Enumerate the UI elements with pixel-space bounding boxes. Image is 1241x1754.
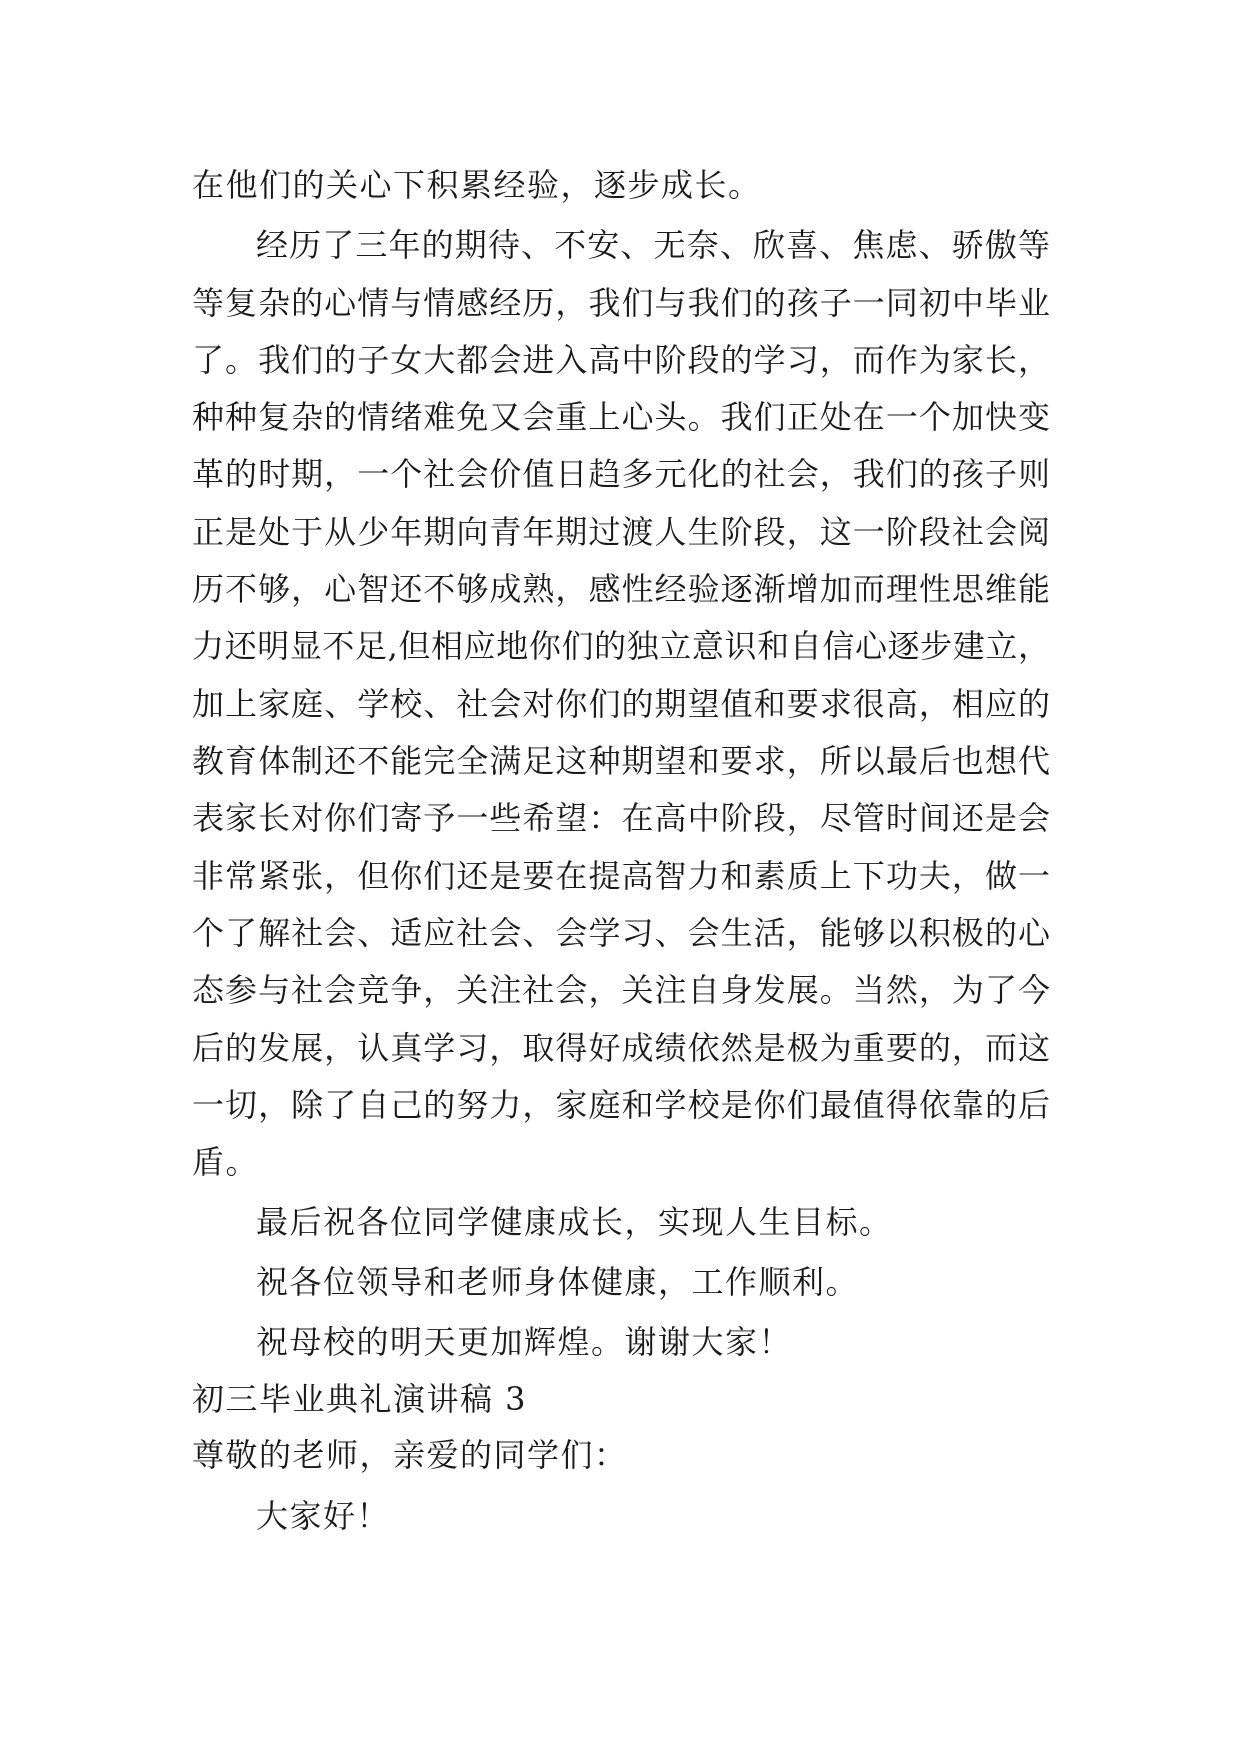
paragraph-line: 历不够，心智还不够成熟，感性经验逐渐增加而理性思维能 [192, 570, 1050, 608]
paragraph-line: 了。我们的子女大都会进入高中阶段的学习，而作为家长， [192, 341, 1050, 379]
salutation: 尊敬的老师，亲爱的同学们： [192, 1436, 628, 1474]
paragraph-line: 盾。 [192, 1143, 260, 1181]
paragraph-line: 正是处于从少年期向青年期过渡人生阶段，这一阶段社会阅 [192, 513, 1050, 551]
paragraph-line: 个了解社会、适应社会、会学习、会生活，能够以积极的心 [192, 914, 1050, 952]
paragraph-line: 经历了三年的期待、不安、无奈、欣喜、焦虑、骄傲等 [256, 226, 1050, 264]
greeting: 大家好！ [256, 1497, 391, 1535]
closing-wish: 祝母校的明天更加辉煌。谢谢大家！ [256, 1323, 793, 1361]
paragraph-line: 表家长对你们寄予一些希望：在高中阶段，尽管时间还是会 [192, 799, 1050, 837]
paragraph-line: 一切，除了自己的努力，家庭和学校是你们最值得依靠的后 [192, 1086, 1050, 1124]
paragraph-line: 态参与社会竞争，关注社会，关注自身发展。当然，为了今 [192, 971, 1050, 1009]
paragraph-line: 教育体制还不能完全满足这种期望和要求，所以最后也想代 [192, 742, 1050, 780]
paragraph-line: 加上家庭、学校、社会对你们的期望值和要求很高，相应的 [192, 685, 1050, 723]
paragraph-line: 革的时期，一个社会价值日趋多元化的社会，我们的孩子则 [192, 455, 1050, 493]
paragraph-tail: 在他们的关心下积累经验，逐步成长。 [192, 166, 762, 204]
paragraph-line: 非常紧张，但你们还是要在提高智力和素质上下功夫，做一 [192, 857, 1050, 895]
paragraph-line: 后的发展，认真学习，取得好成绩依然是极为重要的，而这 [192, 1029, 1050, 1067]
paragraph-line: 力还明显不足,但相应地你们的独立意识和自信心逐步建立， [192, 627, 1050, 665]
closing-wish: 最后祝各位同学健康成长，实现人生目标。 [256, 1203, 893, 1241]
closing-wish: 祝各位领导和老师身体健康，工作顺利。 [256, 1263, 860, 1301]
paragraph-line: 等复杂的心情与情感经历，我们与我们的孩子一同初中毕业 [192, 284, 1050, 322]
section-title: 初三毕业典礼演讲稿 3 [192, 1380, 528, 1418]
paragraph-line: 种种复杂的情绪难免又会重上心头。我们正处在一个加快变 [192, 398, 1050, 436]
